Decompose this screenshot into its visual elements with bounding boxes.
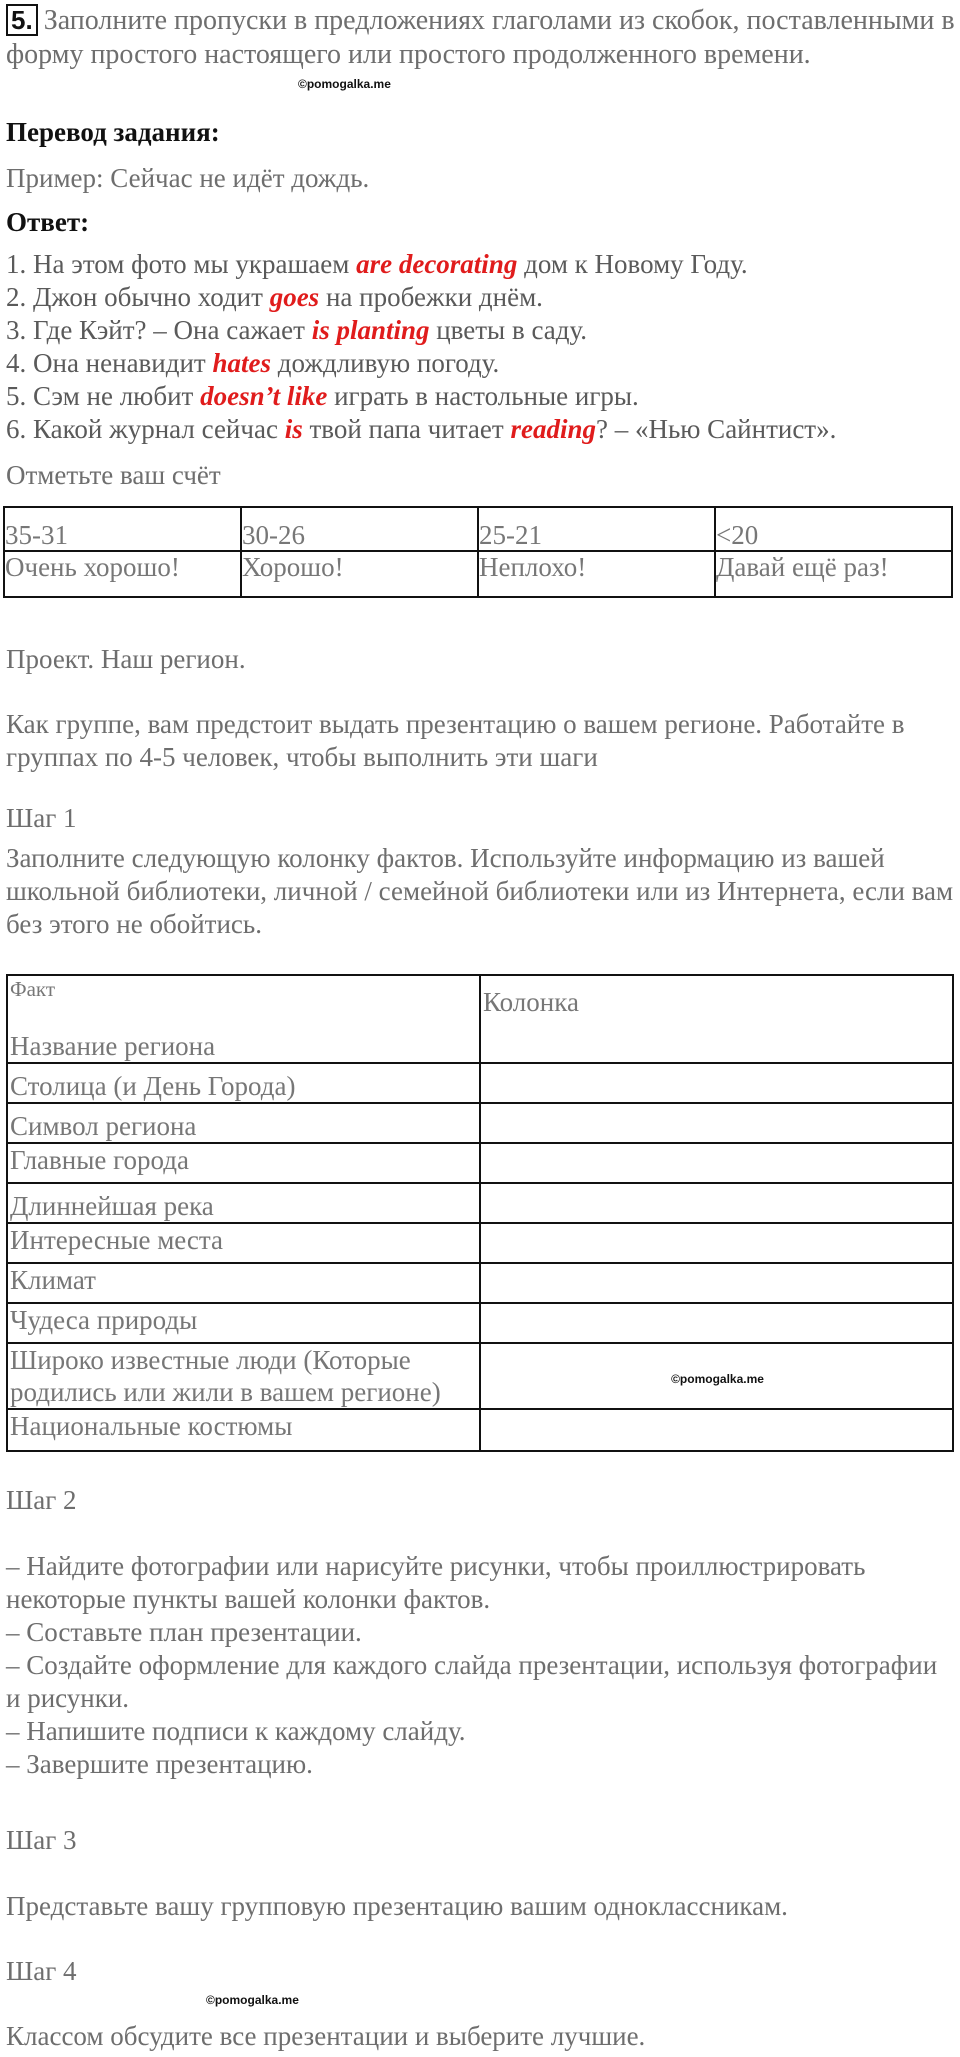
list-item: – Завершите презентацию.	[6, 1749, 313, 1779]
table-row	[7, 1103, 953, 1143]
table-row	[7, 1183, 953, 1223]
table-row	[4, 507, 952, 551]
column-cell	[480, 1343, 953, 1409]
fact-name: Интересные места	[7, 1223, 480, 1263]
score-table	[3, 506, 953, 598]
score-range: 35-31	[4, 507, 241, 551]
watermark: ©pomogalka.me	[206, 1993, 299, 2007]
project-title: Проект. Наш регион.	[6, 644, 246, 674]
answer-line-3: 3. Где Кэйт? – Она сажает is planting цветы в саду.	[6, 315, 588, 345]
column-header: Колонка	[480, 975, 953, 1063]
table-row	[7, 1343, 953, 1409]
table-row	[7, 1063, 953, 1103]
answer-line-2: 2. Джон обычно ходит goes на пробежки днём.	[6, 282, 543, 312]
answer-verb: doesn’t like	[200, 381, 328, 411]
column-cell	[480, 1223, 953, 1263]
fact-name: Столица (и День Города)	[7, 1063, 480, 1103]
answer-line-1: 1. На этом фото мы украшаем are decorating дом к Новому Году.	[6, 249, 748, 279]
answer-line-4: 4. Она ненавидит hates дождливую погоду.	[6, 348, 500, 378]
score-range: <20	[715, 507, 952, 551]
step1-text: Заполните следующую колонку фактов. Используйте информацию из вашей школьной библиотеки, личной / семейной библиотеки или из Интернета, если вам без этого не обойтись.	[6, 843, 954, 939]
fact-name: Широко известные люди (Которые родились или жили в вашем регионе)	[7, 1343, 480, 1409]
score-verdict: Неплохо!	[478, 551, 715, 597]
fact-name: Главные города	[7, 1143, 480, 1183]
fact-name: Символ региона	[7, 1103, 480, 1143]
score-verdict: Хорошо!	[241, 551, 478, 597]
list-item: – Составьте план презентации.	[6, 1617, 362, 1647]
column-cell	[480, 1183, 953, 1223]
column-cell	[480, 1263, 953, 1303]
project-intro: Как группе, вам предстоит выдать презентацию о вашем регионе. Работайте в группах по 4-5 человек, чтобы выполнить эти шаги	[6, 709, 905, 772]
list-item: – Создайте оформление для каждого слайда презентации, используя фотографии и рисунки.	[6, 1650, 938, 1713]
column-cell	[480, 1063, 953, 1103]
fact-name: Национальные костюмы	[7, 1409, 480, 1451]
fact-header-small: Факт	[10, 977, 56, 1001]
fact-name: Название региона	[10, 1031, 216, 1061]
score-label: Отметьте ваш счёт	[6, 460, 221, 490]
step1-title: Шаг 1	[6, 803, 77, 833]
step2-title: Шаг 2	[6, 1485, 77, 1515]
answer-line-6: 6. Какой журнал сейчас is твой папа читает reading? – «Нью Сайнтист».	[6, 414, 837, 444]
fact-name: Климат	[7, 1263, 480, 1303]
watermark: ©pomogalka.me	[298, 77, 391, 91]
score-verdict: Давай ещё раз!	[715, 551, 952, 597]
answer-verb: goes	[269, 282, 320, 312]
list-item: – Найдите фотографии или нарисуйте рисунки, чтобы проиллюстрировать некоторые пункты вашей колонки фактов.	[6, 1551, 866, 1614]
facts-table	[6, 974, 954, 1452]
fact-name: Чудеса природы	[7, 1303, 480, 1343]
translation-heading: Перевод задания:	[6, 117, 220, 147]
column-cell	[480, 1103, 953, 1143]
score-verdict: Очень хорошо!	[4, 551, 241, 597]
task-number: 5.	[6, 4, 38, 36]
column-cell	[480, 1303, 953, 1343]
fact-name: Длиннейшая река	[7, 1183, 480, 1223]
answer-verb: hates	[212, 348, 271, 378]
answer-verb: reading	[510, 414, 596, 444]
answer-verb: is	[284, 414, 303, 444]
score-range: 25-21	[478, 507, 715, 551]
translation-example: Пример: Сейчас не идёт дождь.	[6, 163, 370, 193]
task-text: Заполните пропуски в предложениях глаголами из скобок, поставленными в форму простого настоящего или простого продолженного времени.	[6, 5, 955, 70]
task-statement	[6, 4, 956, 72]
answer-heading: Ответ:	[6, 207, 90, 237]
table-row	[7, 1303, 953, 1343]
table-row	[7, 1263, 953, 1303]
watermark: ©pomogalka.me	[671, 1371, 764, 1386]
step4-title: Шаг 4	[6, 1956, 77, 1986]
step4-text: Классом обсудите все презентации и выберите лучшие.	[6, 2021, 646, 2051]
answer-verb: are decorating	[356, 249, 518, 279]
fact-cell	[7, 975, 480, 1063]
score-range: 30-26	[241, 507, 478, 551]
column-cell	[480, 1409, 953, 1451]
table-row	[7, 1143, 953, 1183]
answer-line-5: 5. Сэм не любит doesn’t like играть в настольные игры.	[6, 381, 639, 411]
answer-verb: is planting	[311, 315, 430, 345]
table-row	[7, 1409, 953, 1451]
answer-list	[6, 248, 836, 446]
step3-title: Шаг 3	[6, 1825, 77, 1855]
table-row	[4, 551, 952, 597]
table-row	[7, 1223, 953, 1263]
step2-list	[6, 1550, 956, 1781]
step3-text: Представьте вашу групповую презентацию вашим одноклассникам.	[6, 1891, 788, 1921]
table-row	[7, 975, 953, 1063]
column-cell	[480, 1143, 953, 1183]
list-item: – Напишите подписи к каждому слайду.	[6, 1716, 466, 1746]
